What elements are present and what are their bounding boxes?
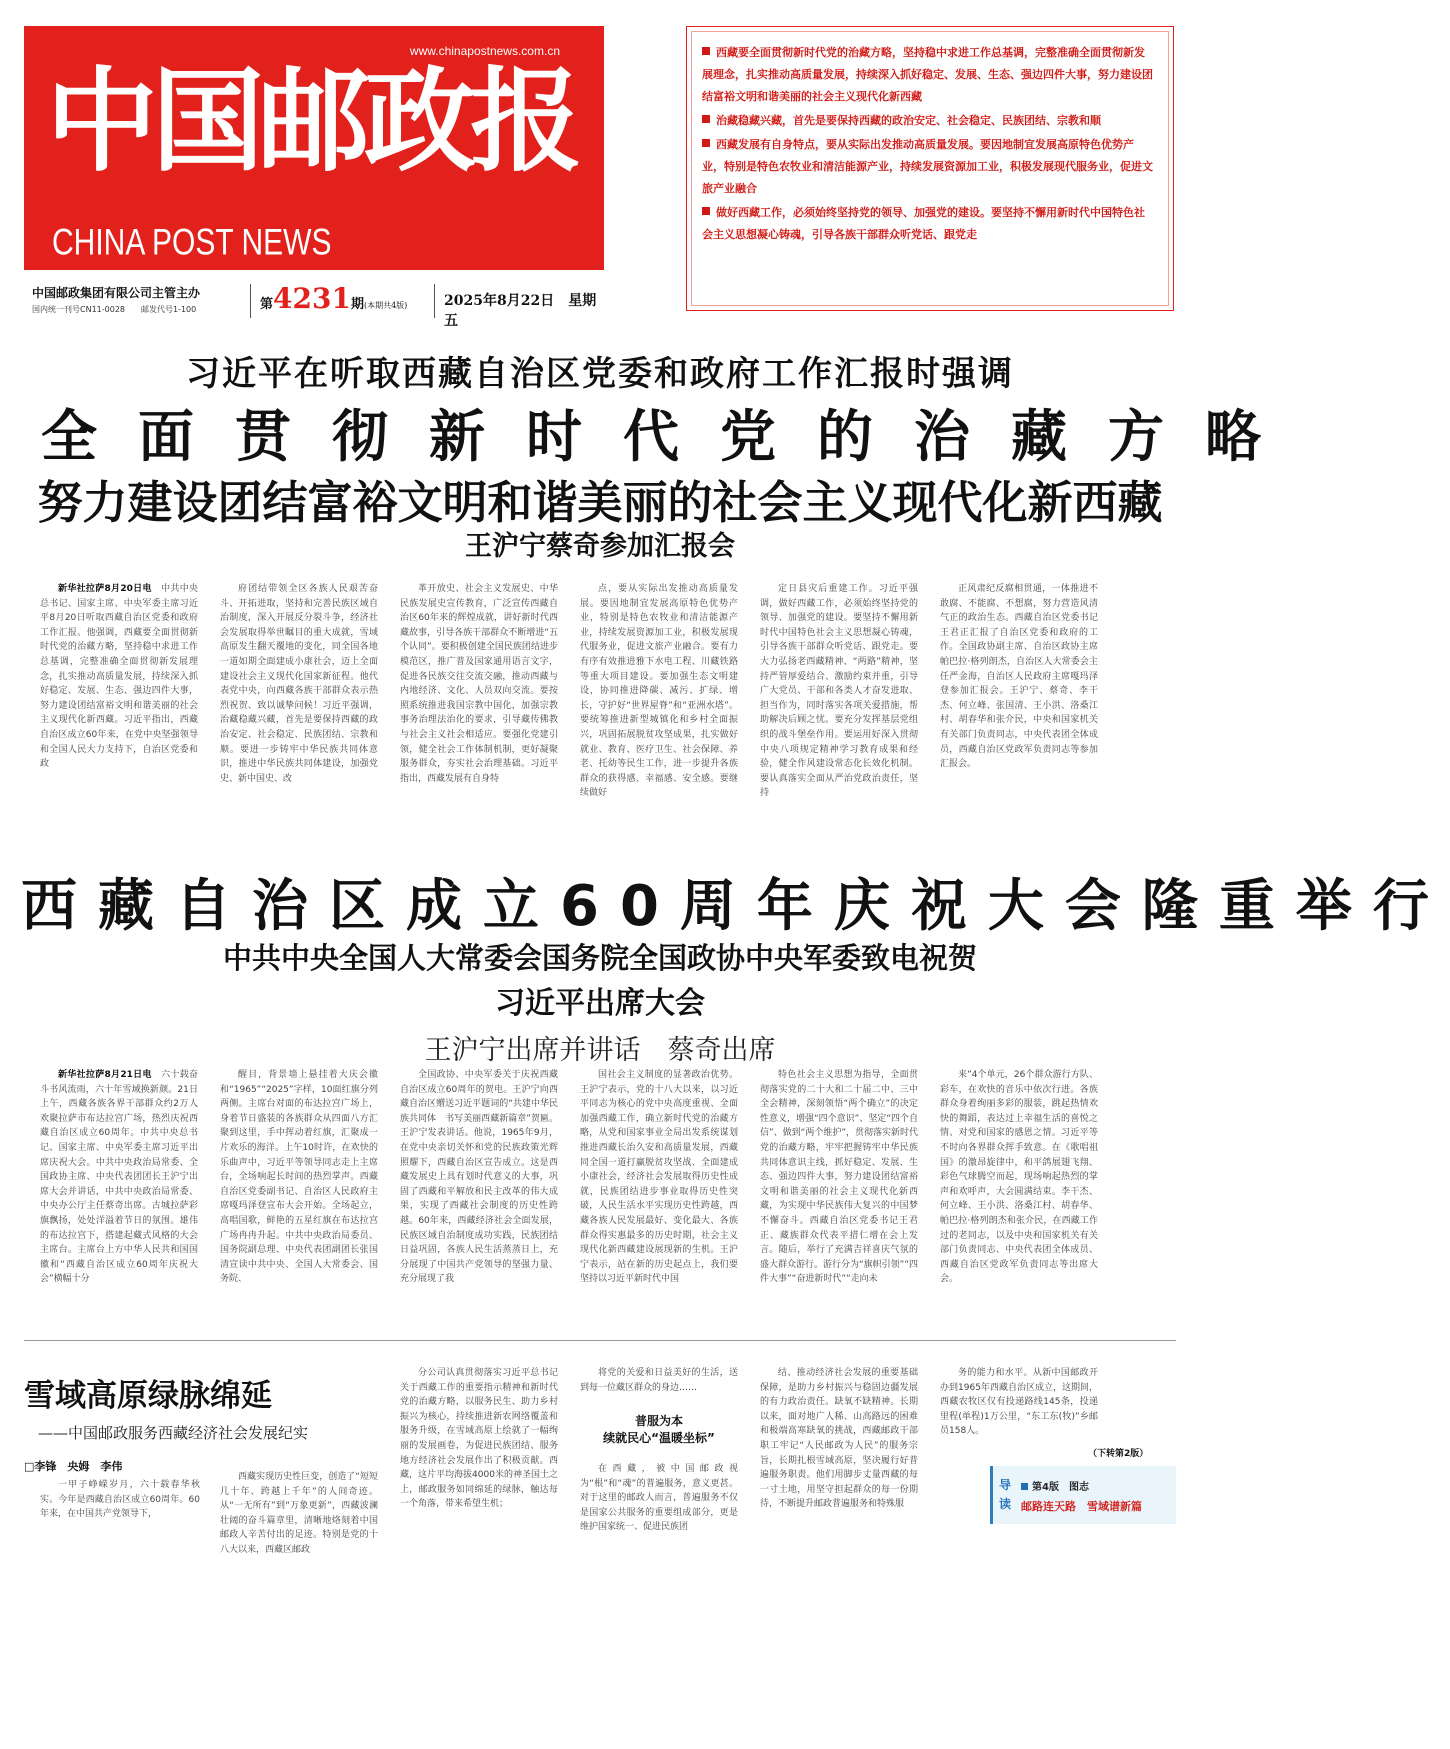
masthead-title: 中国邮政报 <box>46 57 576 187</box>
article3-column-1: 一甲子峥嵘岁月，六十载春华秋实。今年是西藏自治区成立60周年。60年来，在中国共产党领导下， <box>40 1480 200 1520</box>
key-point: 治藏稳藏兴藏，首先是要保持西藏的政治安定、社会稳定、民族团结、宗教和顺 <box>702 110 1154 132</box>
publisher-organization: 中国邮政集团有限公司主管主办 <box>32 286 201 300</box>
issue-suffix: 期 <box>350 297 364 312</box>
issue-number-value: 4231 <box>273 282 351 315</box>
article2-column-4: 国社会主义制度的显著政治优势。王沪宁表示，党的十八大以来，以习近平同志为核心的党中央高度重视、全面加强西藏工作，确立新时代党的治藏方略，从党和国家事业全局出发系统谋划推进西藏长治久安和高质量发展，西藏同全国一道打赢脱贫攻坚战、全面建成小康社会，经济社会发展取得历史性成就，民族团结进步事业取得历史性突破，人民生活水平实现历史性跨越，西藏各族人民发展最好、变化最大、各族群众得实惠最多的历史时期，社会主义现代化新西藏建设展现新的生机。王沪宁表示，站在新的历史起点上，我们要坚持以习近平新时代中国 <box>580 1070 738 1285</box>
article1-headline[interactable]: 全面贯彻新时代党的治藏方略 <box>41 405 1302 470</box>
article2-column-2: 醒目，背景墙上悬挂着大庆会徽和“1965”“2025”字样，10面红旗分列两侧。主席台对面的布达拉宫广场上，身着节日盛装的各族群众从四面八方汇聚到这里，手中挥动着红旗，汇聚成一片欢乐的海洋。上午10时许，在欢快的乐曲声中，习近平等领导同志走上主席台，全场响起长时间的热烈掌声。西藏自治区党委副书记、自治区人民政府主席嘎玛泽登宣布大会开始。全场起立，高唱国歌，鲜艳的五星红旗在布达拉宫广场冉冉升起。中共中央政治局委员、国务院副总理、中央代表团副团长张国清宣读中共中央、全国人大常委会、国务院、 <box>220 1070 378 1285</box>
article3-column-5: 结、推动经济社会发展的重要基础保障，是助力乡村振兴与稳固边疆发展的有力政治责任。缺氧不缺精神。长期以来，面对地广人稀、山高路远的困难和极端高寒缺氧的挑战，西藏邮政干部职工牢记“人民邮政为人民”的服务宗旨，长期扎根雪域高原，坚决履行好普遍服务职责。他们用脚步丈量西藏的每一寸土地，用坚守担起群众的每一份期待，不断提升邮政普遍服务和特殊服 <box>760 1368 918 1510</box>
blue-square-icon <box>1021 1483 1028 1490</box>
article2-subheadline[interactable]: 中共中央全国人大常委会国务院全国政协中央军委致电祝贺 <box>222 941 977 975</box>
article3-column-4b: 在西藏，被中国邮政视为“根”和“魂”的普遍服务，意义更甚。对于这里的邮政人而言，普遍服务不仅是国家公共服务的重要组成部分，更是维护国家统一、促进民族团 <box>580 1464 738 1533</box>
article3-subhead-line1: 普服为本 <box>634 1414 683 1428</box>
guide-box[interactable] <box>990 1466 1176 1524</box>
article2-column-6: 来”4个单元，26个群众游行方队、彩车，在欢快的音乐中依次行进。各族群众身着绚丽多彩的服装，跳起热情欢快的舞蹈，表达过上幸福生活的喜悦之情、对党和国家的感恩之情。习近平等不时向各界群众挥手致意。在《歌唱祖国》的激昂旋律中，和平鸽展翅飞翔、彩色气球腾空而起，现场响起热烈的掌声和欢呼声，大会圆满结束。李干杰、何立峰、王小洪、洛桑江村、胡春华、帕巴拉·格列朗杰和张介民，在西藏工作过的老同志，以及中央和国家机关有关部门负责同志、中央代表团全体成员、西藏自治区党政军负责同志等出席大会。 <box>940 1070 1098 1285</box>
key-point: 西藏要全面贯彻新时代党的治藏方略，坚持稳中求进工作总基调，完整准确全面贯彻新发展理念，扎实推动高质量发展，持续深入抓好稳定、发展、生态、强边四件大事，努力建设团结富裕文明和谐美丽的社会主义现代化新西藏 <box>702 46 1153 103</box>
divider <box>434 284 435 318</box>
publication-codes: 国内统一刊号CN11-0028 邮发代号1-100 <box>32 305 197 314</box>
key-points-inner <box>691 31 1169 306</box>
key-point: 西藏发展有自身特点，要从实际出发推动高质量发展。要因地制宜发展高原特色优势产业，特别是特色农牧业和清洁能源产业，持续发展资源加工业，积极发展现代服务业，促进文旅产业融合 <box>702 138 1153 195</box>
article3-subtitle: ——中国邮政服务西藏经济社会发展纪实 <box>38 1424 309 1442</box>
key-point: 做好西藏工作，必须始终坚持党的领导、加强党的建设。要坚持不懈用新时代中国特色社会主义思想凝心铸魂，引导各族干部群众听党话、跟党走 <box>702 206 1145 241</box>
divider <box>250 284 251 318</box>
issue-number <box>260 282 407 315</box>
article2-attend-line: 习近平出席大会 <box>495 986 705 1021</box>
red-square-icon <box>702 115 710 123</box>
publication-info <box>24 280 604 329</box>
red-square-icon <box>702 207 710 215</box>
article3-subhead <box>580 1412 738 1446</box>
guide-headline[interactable]: 邮路连天路 雪域谱新篇 <box>1021 1500 1142 1513</box>
article3-subhead-line2: 续就民心“温暖坐标” <box>603 1431 715 1445</box>
article1-column-6: 正风肃纪反腐相贯通，一体推进不敢腐、不能腐、不想腐，努力营造风清气正的政治生态。西藏自治区党委书记王君正汇报了自治区党委和政府的工作。全国政协副主席、自治区政协主席帕巴拉·格列朗杰，自治区人大常委会主任严金海，自治区人民政府主席嘎玛泽登参加汇报会。王沪宁、蔡奇、李干杰、何立峰、张国清、王小洪、洛桑江村、胡春华和张介民，中央和国家机关有关部门负责同志，中央代表团全体成员，西藏自治区党政军负责同志等参加汇报会。 <box>940 584 1098 770</box>
continue-note[interactable]: （下转第2版） <box>1088 1449 1149 1459</box>
article1-column-2: 府团结带领全区各族人民艰苦奋斗、开拓进取，坚持和完善民族区域自治制度，深入开展反分裂斗争，经济社会发展取得举世瞩目的重大成就，雪域高原发生翻天覆地的变化，同全国各地一道如期全面建成小康社会，迈上全面建设社会主义现代化国家新征程。他代表党中央，向西藏各族干部群众表示热烈祝贺、致以诚挚问候！习近平强调，治藏稳藏兴藏，首先是要保持西藏的政治安定、社会稳定、民族团结、宗教和顺。要进一步铸牢中华民族共同体意识，推进中华民族共同体建设，加强党史、新中国史、改 <box>220 584 378 784</box>
article1-subheadline[interactable]: 努力建设团结富裕文明和谐美丽的社会主义现代化新西藏 <box>37 476 1163 529</box>
red-square-icon <box>702 47 710 55</box>
article2-column-5: 特色社会主义思想为指导，全面贯彻落实党的二十大和二十届二中、三中全会精神，深刻领悟“两个确立”的决定性意义，增强“四个意识”、坚定“四个自信”、做到“两个维护”，贯彻落实新时代党的治藏方略，牢牢把握铸牢中华民族共同体意识主线，抓好稳定、发展、生态、强边四件大事，努力建设团结富裕文明和谐美丽的社会主义现代化新西藏，为实现中华民族伟大复兴的中国梦不懈奋斗。西藏自治区党委书记王君正、藏族群众代表平措仁增在会上发言。随后，举行了充满吉祥喜庆气氛的盛大群众游行。游行分为“旗帜引领”“四件大事”“奋进新时代”“走向未 <box>760 1070 918 1285</box>
issue-date: 2025年8月22日 星期五 <box>444 293 597 329</box>
article1-column-4: 点，要从实际出发推动高质量发展。要因地制宜发展高原特色优势产业，特别是特色农牧业和清洁能源产业，持续发展资源加工业，积极发展现代服务业，促进文旅产业融合。要有力有序有效推进雅下水电工程、川藏铁路等重大项目建设。要加强生态文明建设，协同推进降碳、减污、扩绿、增长，守护好“世界屋脊”和“亚洲水塔”。要统筹推进新型城镇化和乡村全面振兴，巩固拓展脱贫攻坚成果，扎实做好就业、教育、医疗卫生、社会保障、养老、托幼等民生工作，进一步提升各族群众的获得感、幸福感、安全感。要继续做好 <box>580 584 738 799</box>
article3-byline: □李锋 央姆 李伟 <box>24 1460 123 1473</box>
article1-column-3: 革开放史、社会主义发展史、中华民族发展史宣传教育，广泛宣传西藏自治区60年来的辉煌成就，讲好新时代西藏故事，引导各族干部群众不断增进“五个认同”。要积极创建全国民族团结进步模范区，推广普及国家通用语言文字，促进各民族交往交流交融，推动西藏与内地经济、文化、人员双向交流。要按照系统推进我国宗教中国化，加强宗教事务治理法治化的要求，引导藏传佛教与社会主义社会相适应。要强化党建引领，健全社会工作体制机制，更好凝聚服务群众，夯实社会治理基础。习近平指出，西藏发展有自身特 <box>400 584 558 784</box>
article1-column-5: 定日县灾后重建工作。习近平强调，做好西藏工作，必须始终坚持党的领导、加强党的建设。要坚持不懈用新时代中国特色社会主义思想凝心铸魂，引导各族干部群众听党话、跟党走。要大力弘扬老西藏精神、“两路”精神，坚持严管厚爱结合、激励约束并重，引导广大党员、干部和各类人才奋发进取、担当作为，同时落实各项关爱措施，帮助解决后顾之忧。要充分发挥基层党组织的战斗堡垒作用。要运用好深入贯彻中央八项规定精神学习教育成果和经验，健全作风建设常态化长效化机制。要认真落实全面从严治党政治责任，坚持 <box>760 584 918 799</box>
issue-prefix: 第 <box>260 297 274 312</box>
section-divider <box>24 1340 1176 1341</box>
article2-speech-line: 王沪宁出席并讲话 蔡奇出席 <box>424 1035 776 1066</box>
guide-label: 导读 <box>999 1478 1012 1511</box>
article2-column-3: 全国政协、中央军委关于庆祝西藏自治区成立60周年的贺电。王沪宁向西藏自治区赠送习近平题词的“共建中华民族共同体 书写美丽西藏新篇章”贺匾。王沪宁发表讲话。他说，1965年9月，在党中央亲切关怀和党的民族政策光辉照耀下，西藏自治区宣告成立。这是西藏发展史上具有划时代意义的大事，巩固了西藏和平解放和民主改革的伟大成果，实现了西藏社会制度的历史性跨越。60年来，西藏经济社会全面发展，民族区域自治制度成功实践，民族团结日益巩固，各族人民生活蒸蒸日上，充分展现了中国共产党领导的坚强力量、充分展现了我 <box>400 1070 558 1285</box>
key-points-box <box>686 26 1174 311</box>
article1-kicker[interactable]: 习近平在听取西藏自治区党委和政府工作汇报时强调 <box>186 354 1014 394</box>
guide-page: 第4版 图志 <box>1021 1478 1089 1493</box>
article1-dateline: 新华社拉萨8月20日电 <box>58 584 152 594</box>
article3-title[interactable]: 雪域高原绿脉绵延 <box>24 1378 272 1414</box>
article3-column-4: 将党的关爱和日益美好的生活，送到每一位藏区群众的身边…… <box>580 1368 738 1393</box>
red-square-icon <box>702 139 710 147</box>
article3-column-2: 西藏实现历史性巨变，创造了“短短几十年、跨越上千年”的人间奇迹。从“一无所有”到“万象更新”，西藏波澜壮阔的奋斗篇章里，清晰地烙刻着中国邮政人辛苦付出的足迹。特别是党的十八大以来，西藏区邮政 <box>220 1472 378 1555</box>
issue-pages: (本期共4版) <box>363 301 408 310</box>
article3-column-3: 分公司认真贯彻落实习近平总书记关于西藏工作的重要指示精神和新时代党的治藏方略，以服务民生、助力乡村振兴为核心，持续推进新农网络覆盖和服务升级，在雪域高原上绘就了一幅绚丽的发展画卷，为促进民族团结、服务地方经济社会发展作出了积极贡献。西藏，这片平均海拔4000米的神圣国土之上，邮政服务如同绵延的绿脉，触达每一个角落，带来希望生机； <box>400 1368 558 1510</box>
masthead <box>24 26 604 270</box>
article2-column-1: 新华社拉萨8月21日电 六十载奋斗书风流雨，六十年雪域换新颜。21日上午，西藏各族各界干部群众约2万人欢聚拉萨市布达拉宫广场，热烈庆祝西藏自治区成立60周年。中共中央总书记、国家主席、中央军委主席习近平出席庆祝大会。中共中央政治局常委、全国政协主席、中央代表团团长王沪宁出席大会并讲话，中共中央政治局常委、中央办公厅主任蔡奇出席。古城拉萨彩旗飘扬，处处洋溢着节日的氛围。雄伟的布达拉宫下，搭建起藏式风格的大会主席台。主席台上方中华人民共和国国徽和“西藏自治区成立60周年庆祝大会”横幅十分 <box>40 1070 198 1285</box>
masthead-english-title: CHINA POST NEWS <box>52 222 332 264</box>
article1-column-1: 新华社拉萨8月20日电 中共中央总书记、国家主席、中央军委主席习近平8月20日听取西藏自治区党委和政府工作汇报。他强调，西藏要全面贯彻新时代党的治藏方略，坚持稳中求进工作总基调，完整准确全面贯彻新发展理念，扎实推动高质量发展，持续深入抓好稳定、发展、生态、强边四件大事，努力建设团结富裕文明和谐美丽的社会主义现代化新西藏。习近平指出，西藏自治区成立60年来，在党中央坚强领导和全国人民大力支持下，自治区党委和政 <box>40 584 198 770</box>
article2-headline[interactable]: 西藏自治区成立60周年庆祝大会隆重举行 <box>21 874 1450 939</box>
article1-attendees: 王沪宁蔡奇参加汇报会 <box>465 531 735 562</box>
article2-dateline: 新华社拉萨8月21日电 <box>58 1070 152 1080</box>
article3-column-6: 务的能力和水平。从新中国邮政开办到1965年西藏自治区成立，这期间，西藏农牧区仅有投递路线145条，投递里程(单程)1万公里，“东工东(牧)”乡邮员158人。 <box>940 1368 1098 1437</box>
masthead-url[interactable]: www.chinapostnews.com.cn <box>409 44 560 58</box>
